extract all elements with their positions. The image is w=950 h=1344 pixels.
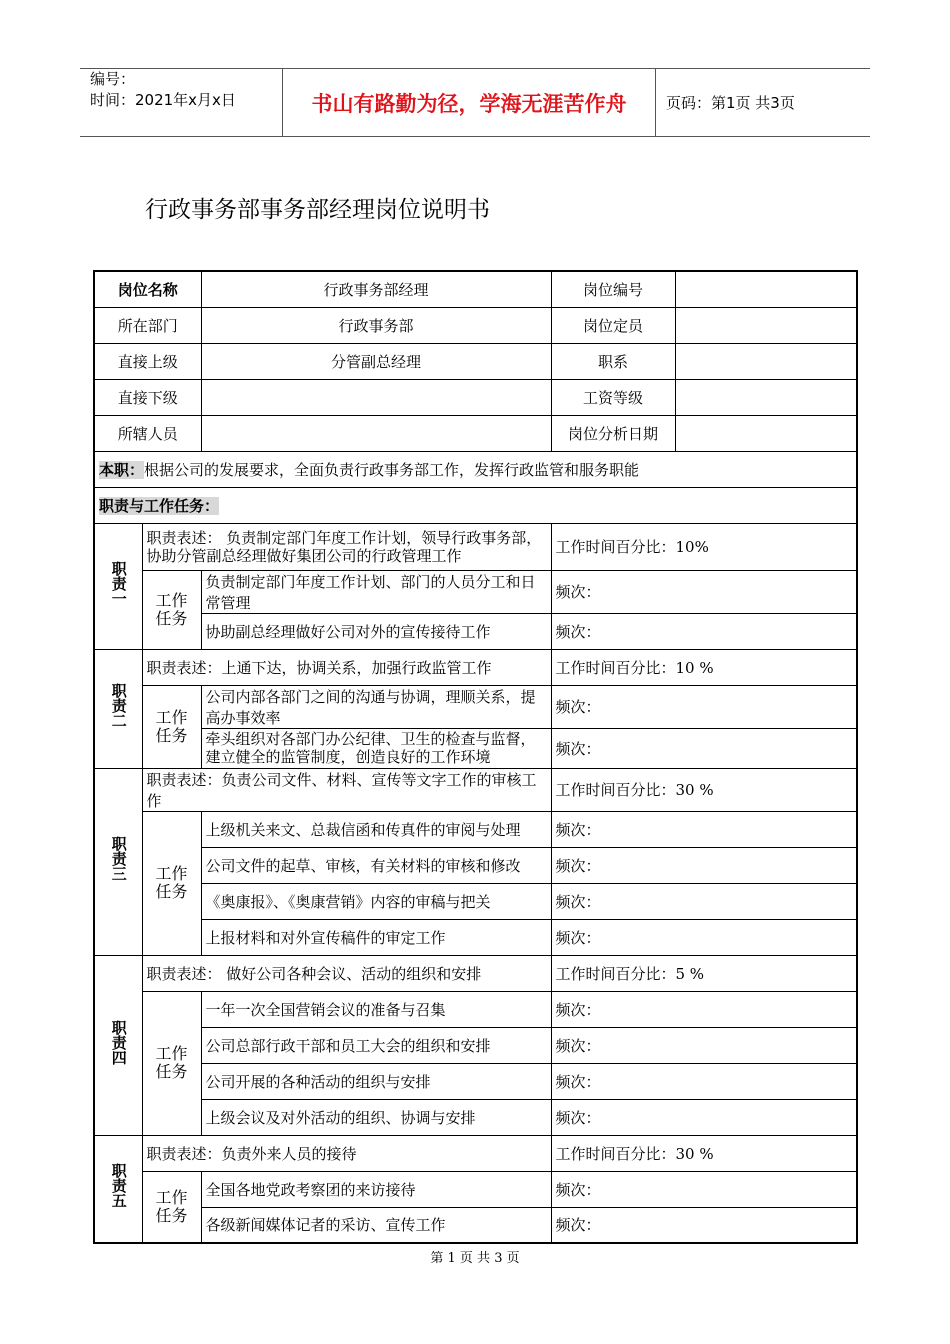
duty-time-percent: 工作时间百分比：10 % [551,649,857,685]
duty-time-percent: 工作时间百分比：5 % [551,955,857,991]
duty-time-percent: 工作时间百分比：30 % [551,768,857,811]
task-text: 负责制定部门年度工作计划、部门的人员分工和日常管理 [201,570,551,613]
task-text: 协助副总经理做好公司对外的宣传接待工作 [201,613,551,649]
task-row [94,613,857,649]
duty-time-percent: 工作时间百分比：10% [551,523,857,570]
duty-desc-row [94,768,857,811]
header-motto: 书山有路勤为径，学海无涯苦作舟 [282,69,656,136]
duty-desc-row [94,955,857,991]
subordinate-label: 直接下级 [94,379,201,415]
duty-desc-row [94,1135,857,1171]
quota-label: 岗位定员 [551,307,675,343]
task-row [94,570,857,613]
task-label-text: 工作任务 [155,864,188,901]
task-frequency: 频次： [551,570,857,613]
task-text: 上报材料和对外宣传稿件的审定工作 [201,919,551,955]
task-text: 公司内部各部门之间的沟通与协调，理顺关系，提高办事效率 [201,685,551,728]
duty-desc-row [94,649,857,685]
post-no-value [675,271,857,307]
duties-heading-cell [94,487,857,523]
task-frequency: 频次： [551,728,857,768]
task-frequency: 频次： [551,1207,857,1243]
header-left [90,69,282,136]
summary-cell [94,451,857,487]
task-frequency: 频次： [551,1027,857,1063]
task-row [94,919,857,955]
task-text: 各级新闻媒体记者的采访、宣传工作 [201,1207,551,1243]
task-label [142,1171,201,1243]
job-description-table [93,270,858,1244]
doc-number-label: 编号： [90,70,136,88]
summary-label: 本职： [99,460,145,479]
duty-label [94,768,142,955]
task-frequency: 频次： [551,1099,857,1135]
duty-label-text: 职责三 [109,836,128,881]
dept-label: 所在部门 [94,307,201,343]
task-text: 公司总部行政干部和员工大会的组织和安排 [201,1027,551,1063]
task-row [94,811,857,847]
duty-label-text: 职责一 [109,560,128,606]
task-label [142,991,201,1135]
task-text: 《奥康报》、《奥康营销》内容的审稿与把关 [201,883,551,919]
task-label-text: 工作任务 [155,590,188,628]
duty-description: 职责表述：负责外来人员的接待 [142,1135,551,1171]
task-row [94,1099,857,1135]
task-row [94,1063,857,1099]
task-text: 牵头组织对各部门办公纪律、卫生的检查与监督，建立健全的监管制度，创造良好的工作环境 [201,728,551,768]
task-label [142,570,201,649]
task-label [142,811,201,955]
duty-description: 职责表述： 负责制定部门年度工作计划，领导行政事务部，协助分管副总经理做好集团公司的行政管理工作 [142,523,551,570]
duty-desc-row [94,523,857,570]
task-text: 上级会议及对外活动的组织、协调与安排 [201,1099,551,1135]
task-frequency: 频次： [551,685,857,728]
summary-text: 根据公司的发展要求，全面负责行政事务部工作，发挥行政监管和服务职能 [144,460,640,479]
page-footer: 第 1 页 共 3 页 [430,1251,520,1266]
duty-label [94,955,142,1135]
task-text: 上级机关来文、总裁信函和传真件的审阅与处理 [201,811,551,847]
task-row [94,1027,857,1063]
task-row [94,847,857,883]
task-frequency: 频次： [551,613,857,649]
task-label-text: 工作任务 [155,707,188,745]
duty-time-percent: 工作时间百分比：30 % [551,1135,857,1171]
dept-value: 行政事务部 [201,307,551,343]
duty-description: 职责表述：上通下达，协调关系，加强行政监管工作 [142,649,551,685]
task-text: 全国各地党政考察团的来访接待 [201,1171,551,1207]
task-frequency: 频次： [551,991,857,1027]
duty-description: 职责表述：负责公司文件、材料、宣传等文字工作的审核工作 [142,768,551,811]
task-row [94,883,857,919]
task-text: 一年一次全国营销会议的准备与召集 [201,991,551,1027]
header-page-info: 页码：第1页 共3页 [666,94,795,112]
task-row [94,1171,857,1207]
post-no-label: 岗位编号 [551,271,675,307]
task-frequency: 频次： [551,1063,857,1099]
duty-description: 职责表述： 做好公司各种会议、活动的组织和安排 [142,955,551,991]
duty-label-text: 职责二 [109,683,128,728]
task-label-text: 工作任务 [155,1044,188,1081]
info-row [94,343,857,379]
task-frequency: 频次： [551,919,857,955]
post-name-value: 行政事务部经理 [201,271,551,307]
analysis-date-value [675,415,857,451]
staff-value [201,415,551,451]
task-frequency: 频次： [551,847,857,883]
duties-heading-row [94,487,857,523]
duty-label-text: 职责四 [109,1019,128,1065]
task-row [94,991,857,1027]
analysis-date-label: 岗位分析日期 [551,415,675,451]
series-label: 职系 [551,343,675,379]
task-text: 公司文件的起草、审核，有关材料的审核和修改 [201,847,551,883]
series-value [675,343,857,379]
duty-label [94,649,142,768]
superior-value: 分管副总经理 [201,343,551,379]
quota-value [675,307,857,343]
post-name-label: 岗位名称 [94,271,201,307]
task-frequency: 频次： [551,1171,857,1207]
subordinate-value [201,379,551,415]
info-row [94,415,857,451]
page-header [80,68,870,137]
info-row [94,307,857,343]
task-label-text: 工作任务 [155,1187,188,1225]
task-label [142,685,201,768]
duty-label-text: 职责五 [109,1163,128,1209]
info-row [94,271,857,307]
task-frequency: 频次： [551,883,857,919]
task-text: 公司开展的各种活动的组织与安排 [201,1063,551,1099]
duties-heading: 职责与工作任务： [99,496,220,515]
doc-time: 时间：2021年x月x日 [90,91,236,109]
summary-row [94,451,857,487]
duty-label [94,1135,142,1243]
task-row [94,1207,857,1243]
document-title: 行政事务部事务部经理岗位说明书 [145,197,490,223]
grade-label: 工资等级 [551,379,675,415]
task-row [94,728,857,768]
info-row [94,379,857,415]
task-frequency: 频次： [551,811,857,847]
superior-label: 直接上级 [94,343,201,379]
grade-value [675,379,857,415]
task-row [94,685,857,728]
duty-label [94,523,142,649]
staff-label: 所辖人员 [94,415,201,451]
